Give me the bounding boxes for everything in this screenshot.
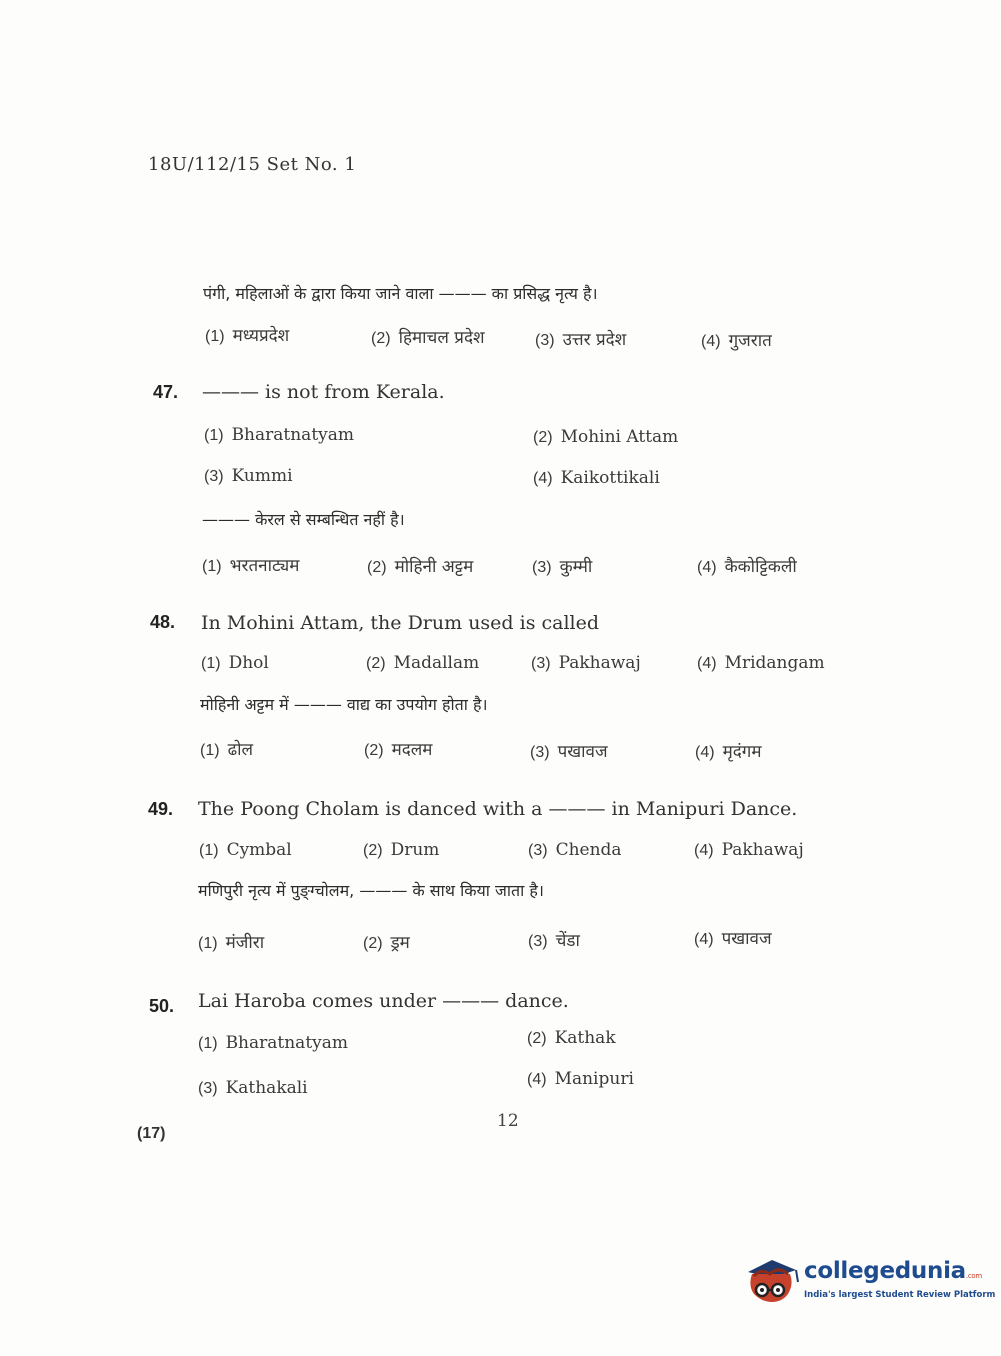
q49-option-1: (1) Cymbal bbox=[199, 840, 292, 860]
q48-option-2: (2) Madallam bbox=[366, 653, 480, 673]
q49-text: The Poong Cholam is danced with a ——— in Manipuri Dance. bbox=[198, 798, 798, 820]
q48-text: In Mohini Attam, the Drum used is called bbox=[201, 612, 600, 634]
q50-option-1: (1) Bharatnatyam bbox=[198, 1033, 349, 1053]
q50-option-4: (4) Manipuri bbox=[527, 1069, 634, 1089]
q46-option-hi-2: (2) हिमाचल प्रदेश bbox=[371, 328, 485, 348]
q50-option-3: (3) Kathakali bbox=[198, 1078, 308, 1098]
q47-number: 47. bbox=[153, 382, 179, 402]
page-number: 12 bbox=[497, 1111, 519, 1131]
q50-number: 50. bbox=[149, 996, 175, 1016]
q50-text: Lai Haroba comes under ——— dance. bbox=[198, 990, 569, 1012]
q47-option-1: (1) Bharatnatyam bbox=[204, 425, 355, 445]
page-code: (17) bbox=[137, 1125, 166, 1142]
q47-option-4: (4) Kaikottikali bbox=[533, 468, 660, 488]
brand-tagline: India's largest Student Review Platform bbox=[804, 1290, 996, 1300]
q48-hindi-text: मोहिनी अट्टम में ——— वाद्य का उपयोग होता है। bbox=[200, 695, 488, 714]
q49-option-2: (2) Drum bbox=[363, 840, 440, 860]
q48-option-1: (1) Dhol bbox=[201, 653, 269, 673]
q47-option-3: (3) Kummi bbox=[204, 466, 293, 486]
q46-hindi-text: पंगी, महिलाओं के द्वारा किया जाने वाला ——— का प्रसिद्ध नृत्य है। bbox=[203, 284, 598, 303]
q47-hindi-text: ——— केरल से सम्बन्धित नहीं है। bbox=[202, 510, 405, 529]
q49-hindi-text: मणिपुरी नृत्य में पुङ्ग्चोलम, ——— के साथ किया जाता है। bbox=[198, 881, 544, 900]
q50-option-2: (2) Kathak bbox=[527, 1028, 616, 1048]
q46-option-hi-1: (1) मध्यप्रदेश bbox=[205, 326, 290, 346]
collegedunia-logo bbox=[742, 1248, 996, 1318]
q48-option-hi-2: (2) मदलम bbox=[364, 740, 433, 760]
q47-option-hi-1: (1) भरतनाट्यम bbox=[202, 556, 300, 576]
q48-option-4: (4) Mridangam bbox=[697, 653, 825, 673]
q49-number: 49. bbox=[148, 799, 174, 819]
q48-number: 48. bbox=[150, 612, 176, 632]
q48-option-hi-3: (3) पखावज bbox=[530, 742, 608, 762]
brand-suffix: .com bbox=[965, 1272, 982, 1280]
q48-option-hi-4: (4) मृदंगम bbox=[695, 742, 762, 762]
q49-option-hi-1: (1) मंजीरा bbox=[198, 933, 265, 953]
q49-option-hi-3: (3) चेंडा bbox=[528, 931, 580, 951]
paper-code-header: 18U/112/15 Set No. 1 bbox=[148, 154, 357, 175]
q47-option-hi-4: (4) कैकोट्टिकली bbox=[697, 557, 797, 577]
q48-option-hi-1: (1) ढोल bbox=[200, 740, 254, 760]
q49-option-hi-4: (4) पखावज bbox=[694, 929, 772, 949]
q47-option-hi-3: (3) कुम्मी bbox=[532, 557, 593, 577]
q48-option-3: (3) Pakhawaj bbox=[531, 653, 641, 673]
q46-option-hi-4: (4) गुजरात bbox=[701, 331, 772, 351]
mascot-icon bbox=[742, 1252, 800, 1310]
q47-option-hi-2: (2) मोहिनी अट्टम bbox=[367, 557, 474, 577]
q49-option-hi-2: (2) ड्रम bbox=[363, 933, 410, 953]
q49-option-3: (3) Chenda bbox=[528, 840, 622, 860]
q46-option-hi-3: (3) उत्तर प्रदेश bbox=[535, 330, 627, 350]
q47-text: ——— is not from Kerala. bbox=[202, 381, 445, 403]
q47-option-2: (2) Mohini Attam bbox=[533, 427, 679, 447]
brand-name: collegedunia bbox=[804, 1258, 966, 1284]
q49-option-4: (4) Pakhawaj bbox=[694, 840, 804, 860]
